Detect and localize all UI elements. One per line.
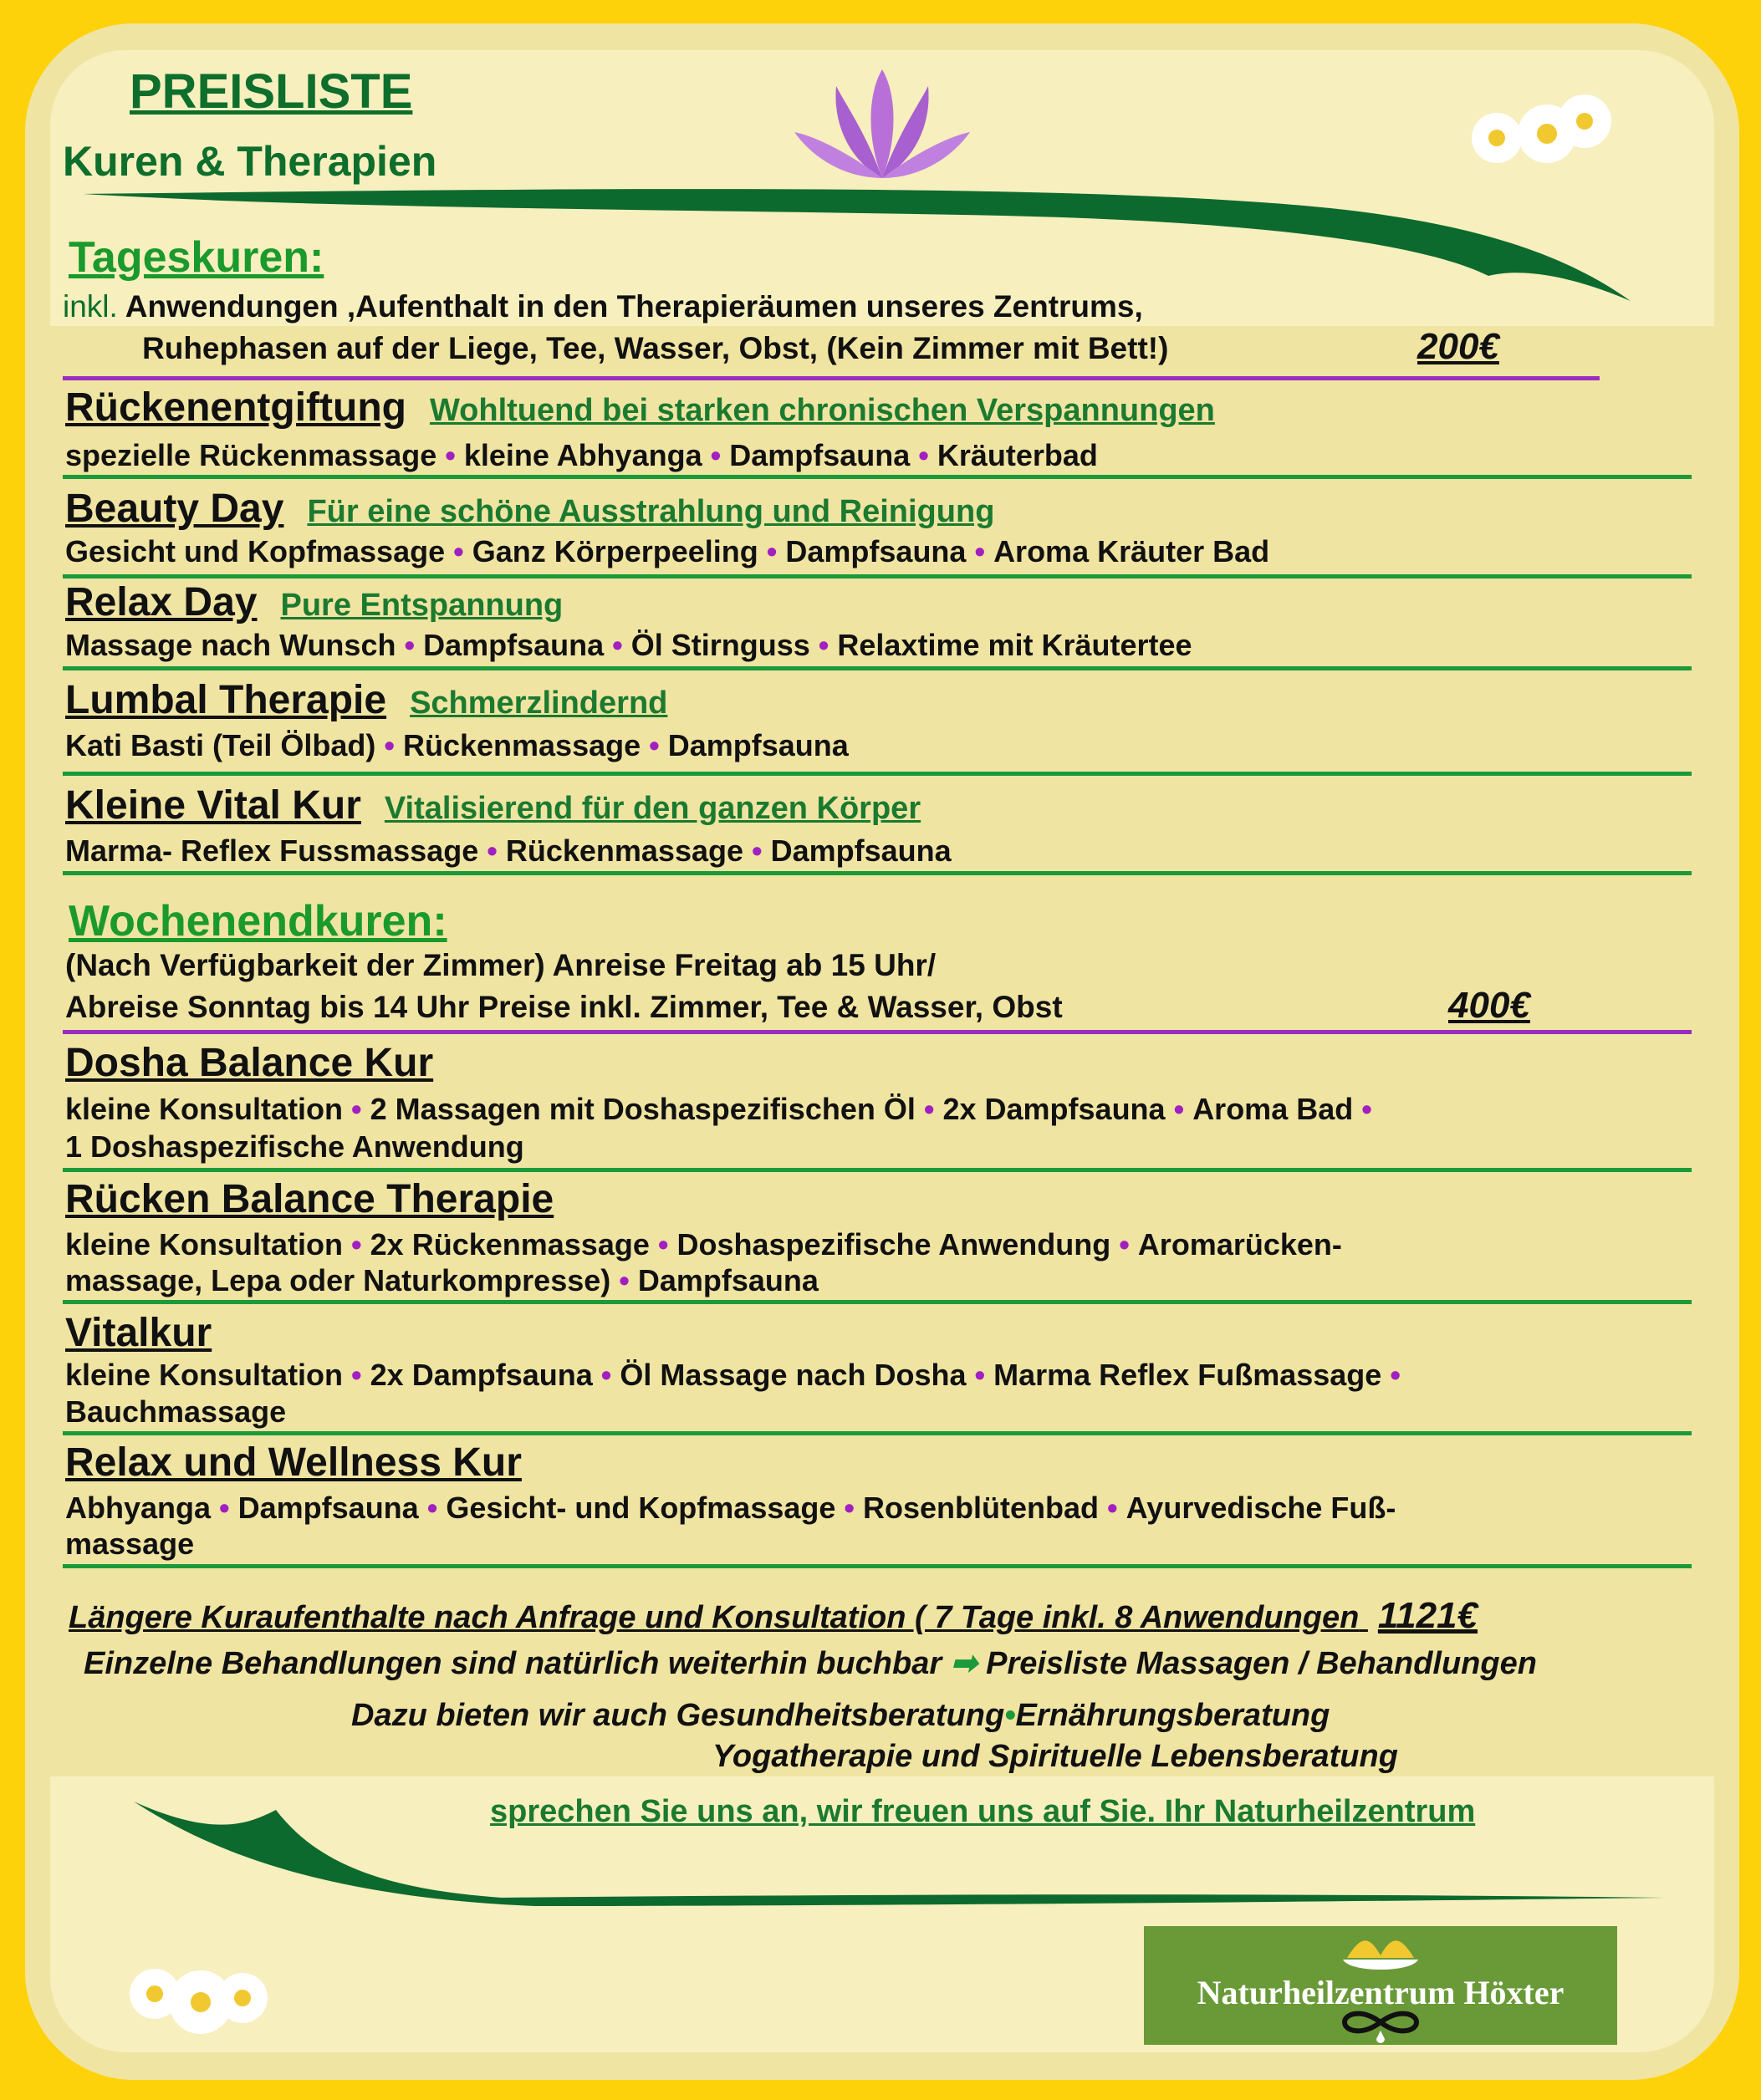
treatment-components — [65, 1263, 819, 1298]
component: Kräuterbad — [937, 438, 1098, 472]
bullet: • — [1119, 1227, 1130, 1262]
bullet: • — [918, 438, 929, 472]
treatment-tagline: Wohltuend bei starken chronischen Verspannungen — [429, 393, 1215, 428]
bullet: • — [1390, 1358, 1401, 1392]
component: Dampfsauna — [237, 1491, 419, 1525]
component: Dampfsauna — [770, 833, 952, 868]
single-text: Einzelne Behandlungen sind natürlich weiterhin buchbar — [84, 1646, 942, 1681]
bullet: • — [619, 1263, 630, 1297]
longer-stays-note — [69, 1595, 1478, 1637]
treatment-components — [65, 1129, 524, 1165]
component: 1 Doshaspezifische Anwendung — [65, 1129, 524, 1164]
component: Dampfsauna — [637, 1263, 819, 1297]
divider — [63, 1168, 1692, 1172]
treatment-tagline: Schmerzlindernd — [410, 686, 668, 721]
divider — [63, 1564, 1692, 1568]
page-subtitle: Kuren & Therapien — [63, 138, 437, 185]
closing-line: sprechen Sie uns an, wir freuen uns auf Sie. Ihr Naturheilzentrum — [490, 1794, 1476, 1829]
bullet: • — [600, 1358, 612, 1392]
tageskuren-intro-2 — [142, 331, 1168, 366]
bullet: • — [1107, 1491, 1118, 1525]
treatment-name: Kleine Vital Kur — [65, 783, 361, 828]
component: kleine Konsultation — [65, 1227, 344, 1262]
section-heading-wochenendkuren: Wochenendkuren: — [69, 897, 447, 946]
component: kleine Konsultation — [65, 1092, 344, 1126]
bullet: • — [752, 833, 763, 868]
treatment-name: Lumbal Therapie — [65, 678, 387, 722]
infinity-icon — [1144, 2010, 1617, 2043]
section-heading-tageskuren: Tageskuren: — [69, 233, 324, 282]
component: Ayurvedische Fuß- — [1126, 1491, 1396, 1525]
treatment-header — [65, 782, 921, 828]
treatment-components — [65, 728, 849, 763]
bullet: • — [818, 628, 829, 662]
treatment-header — [65, 1310, 212, 1356]
divider — [63, 1431, 1692, 1435]
component: Aroma Kräuter Bad — [993, 534, 1270, 568]
bullet: • — [612, 628, 623, 662]
bullet: • — [1004, 1698, 1016, 1733]
bullet: • — [657, 1227, 669, 1262]
component: massage, Lepa oder Naturkompresse) — [65, 1263, 611, 1297]
bullet: • — [487, 833, 498, 868]
longer-text: Längere Kuraufenthalte nach Anfrage und Konsultation ( 7 Tage inkl. 8 Anwendungen — [69, 1600, 1360, 1635]
bullet: • — [426, 1491, 438, 1525]
services-text: Dazu bieten wir auch Gesundheitsberatung — [351, 1698, 1005, 1733]
bullet: • — [351, 1358, 362, 1392]
treatment-header — [65, 1040, 433, 1086]
logo-lotus-bowl-icon — [1144, 1926, 1617, 1976]
treatment-header — [65, 486, 994, 532]
bullet: • — [445, 438, 456, 472]
divider — [63, 1300, 1692, 1304]
single-treatments-note — [84, 1644, 1537, 1682]
divider — [63, 772, 1692, 776]
treatment-components — [65, 1394, 286, 1430]
treatment-header — [65, 385, 1215, 431]
treatment-name: Rückenentgiftung — [65, 385, 406, 430]
arrow-right-icon: ➡ — [950, 1646, 977, 1681]
treatment-name: Relax und Wellness Kur — [65, 1440, 522, 1485]
treatment-components — [65, 1092, 1381, 1127]
tageskuren-intro-1 — [63, 289, 1143, 324]
component: kleine Konsultation — [65, 1358, 344, 1392]
treatment-components — [65, 438, 1098, 473]
component: Kati Basti (Teil Ölbad) — [65, 728, 376, 762]
component: Aroma Bad — [1192, 1092, 1354, 1126]
component: Doshaspezifische Anwendung — [676, 1227, 1111, 1262]
additional-services-2: Yogatherapie und Spirituelle Lebensberatung — [712, 1739, 1398, 1774]
bullet: • — [219, 1491, 230, 1525]
treatment-name: Vitalkur — [65, 1311, 212, 1355]
treatment-header — [65, 579, 563, 625]
component: 2x Dampfsauna — [942, 1092, 1166, 1126]
component: 2 Massagen mit Doshaspezifischen Öl — [370, 1092, 916, 1126]
treatment-header — [65, 677, 667, 723]
logo — [1144, 1926, 1617, 2045]
component: 2x Rückenmassage — [370, 1227, 650, 1262]
page-title: PREISLISTE — [130, 64, 413, 119]
component: Öl Massage nach Dosha — [620, 1358, 967, 1392]
component: Dampfsauna — [423, 628, 605, 662]
component: Öl Stirnguss — [630, 628, 810, 662]
treatment-components — [65, 534, 1269, 569]
price-longer: 1121€ — [1377, 1595, 1478, 1636]
bullet: • — [1173, 1092, 1185, 1126]
component: 2x Dampfsauna — [370, 1358, 593, 1392]
treatment-header — [65, 1440, 522, 1486]
treatment-components — [65, 1491, 1396, 1526]
component: Rückenmassage — [505, 833, 743, 868]
component: Marma- Reflex Fussmassage — [65, 833, 479, 868]
treatment-components — [65, 628, 1192, 663]
frangipani-flowers-icon — [130, 1969, 268, 2034]
divider — [63, 376, 1600, 380]
component: Gesicht- und Kopfmassage — [446, 1491, 836, 1525]
treatment-components — [65, 1358, 1409, 1393]
component: Rosenblütenbad — [863, 1491, 1100, 1525]
component: Gesicht und Kopfmassage — [65, 534, 446, 568]
price-tageskuren: 200€ — [1417, 326, 1499, 367]
component: Ganz Körperpeeling — [472, 534, 758, 568]
services-text: Ernährungsberatung — [1015, 1698, 1330, 1733]
frangipani-flowers-icon — [1472, 94, 1611, 163]
price-wochenendkuren: 400€ — [1448, 985, 1530, 1026]
treatment-components — [65, 833, 952, 869]
treatment-components — [65, 1527, 194, 1562]
bullet: • — [923, 1092, 935, 1126]
intro-text: Ruhephasen auf der Liege, Tee, Wasser, Obst, (Kein Zimmer mit Bett!) — [142, 331, 1169, 365]
bullet: • — [351, 1092, 362, 1126]
component: Bauchmassage — [65, 1394, 287, 1429]
bullet: • — [1361, 1092, 1372, 1126]
inkl-label: inkl. — [63, 289, 118, 324]
treatment-header — [65, 1176, 554, 1222]
component: Rückenmassage — [402, 728, 641, 762]
bullet: • — [351, 1227, 362, 1262]
bullet: • — [766, 534, 778, 568]
divider — [63, 1030, 1692, 1034]
component: massage — [65, 1527, 195, 1561]
divider — [63, 475, 1692, 479]
component: Aromarücken- — [1137, 1227, 1342, 1262]
bullet: • — [404, 628, 416, 662]
bullet: • — [384, 728, 395, 762]
component: Marma Reflex Fußmassage — [993, 1358, 1382, 1392]
component: spezielle Rückenmassage — [65, 438, 437, 472]
additional-services-1 — [351, 1698, 1330, 1734]
treatment-components — [65, 1227, 1342, 1262]
component: Abhyanga — [65, 1491, 212, 1525]
bullet: • — [844, 1491, 855, 1525]
treatment-tagline: Pure Entspannung — [280, 588, 564, 623]
component: Relaxtime mit Kräutertee — [837, 628, 1192, 662]
treatment-name: Rücken Balance Therapie — [65, 1177, 554, 1221]
component: Dampfsauna — [729, 438, 911, 472]
bullet: • — [649, 728, 660, 762]
divider — [63, 871, 1692, 875]
treatment-tagline: Vitalisierend für den ganzen Körper — [384, 791, 921, 826]
treatment-name: Beauty Day — [65, 487, 284, 531]
bullet: • — [710, 438, 722, 472]
component: Dampfsauna — [667, 728, 849, 762]
wochenend-intro-1: (Nach Verfügbarkeit der Zimmer) Anreise Freitag ab 15 Uhr/ — [65, 948, 937, 982]
component: kleine Abhyanga — [463, 438, 702, 472]
lotus-icon — [794, 69, 970, 178]
treatment-name: Dosha Balance Kur — [65, 1041, 434, 1085]
massage-price-list-link[interactable]: Preisliste Massagen / Behandlungen — [986, 1646, 1537, 1681]
component: Dampfsauna — [785, 534, 967, 568]
bullet: • — [974, 534, 986, 568]
treatment-name: Relax Day — [65, 580, 258, 624]
bullet: • — [974, 1358, 986, 1392]
divider — [63, 574, 1692, 579]
wochenend-intro-2: Abreise Sonntag bis 14 Uhr Preise inkl. Zimmer, Tee & Wasser, Obst — [65, 990, 1063, 1024]
bullet: • — [453, 534, 464, 568]
divider — [63, 666, 1692, 670]
component: Massage nach Wunsch — [65, 628, 396, 662]
intro-text: Anwendungen ,Aufenthalt in den Therapieräumen unseres Zentrums, — [125, 289, 1143, 324]
treatment-tagline: Für eine schöne Ausstrahlung und Reinigung — [307, 494, 995, 529]
logo-text: Naturheilzentrum Höxter — [1197, 1974, 1564, 2011]
